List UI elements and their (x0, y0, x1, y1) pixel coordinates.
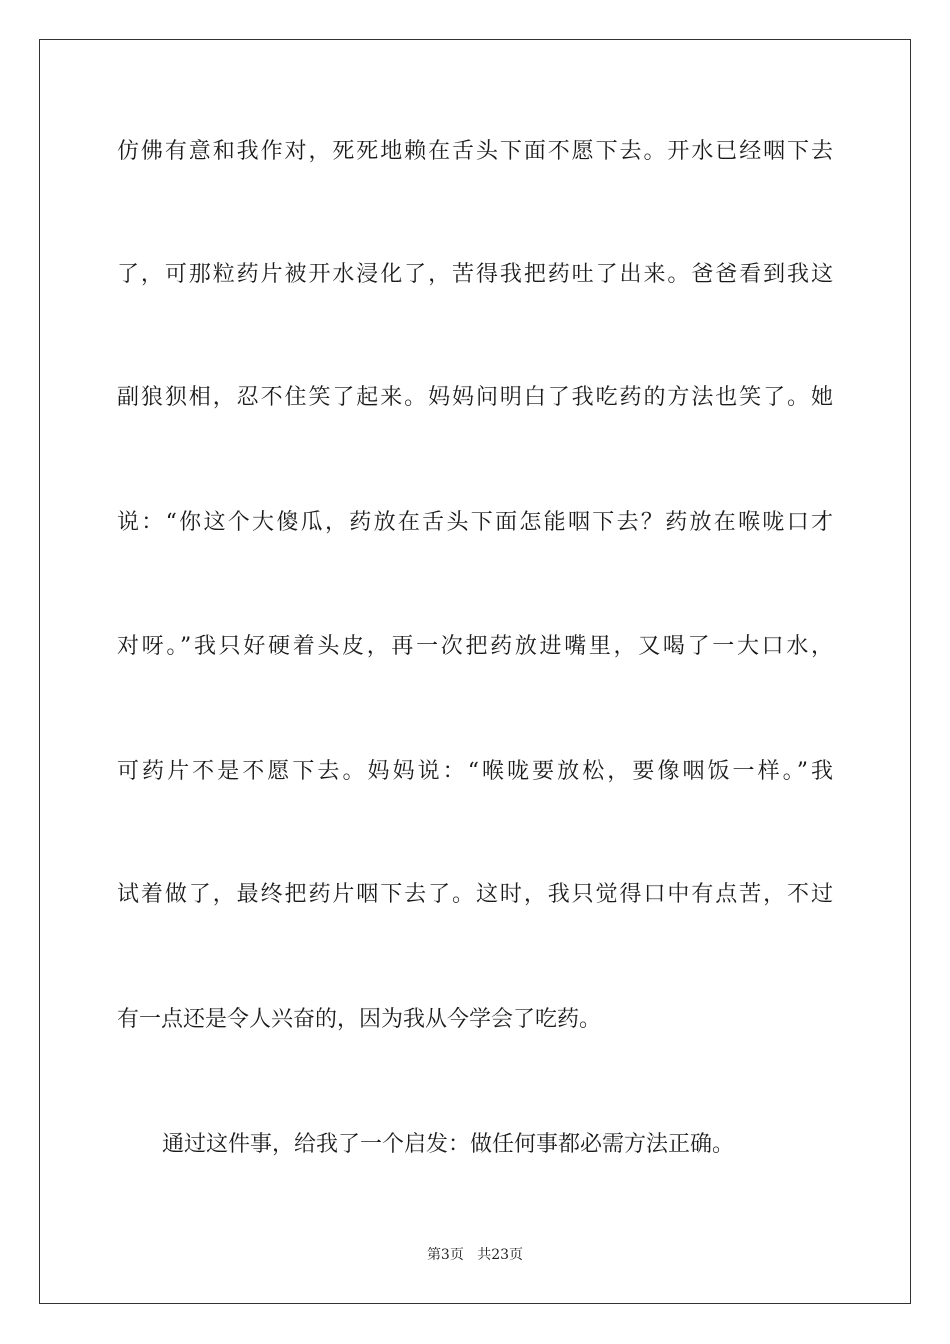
page-border (39, 39, 911, 1304)
body-text-line: 对呀。”我只好硬着头皮，再一次把药放进嘴里，又喝了一大口水， (117, 634, 833, 659)
body-text-line: 试着做了，最终把药片咽下去了。这时，我只觉得口中有点苦，不过 (117, 882, 833, 907)
body-text-line: 有一点还是令人兴奋的，因为我从今学会了吃药。 (117, 1007, 602, 1032)
body-text-line: 仿佛有意和我作对，死死地赖在舌头下面不愿下去。开水已经咽下去 (117, 139, 833, 164)
body-text-line: 说：“你这个大傻瓜，药放在舌头下面怎能咽下去？药放在喉咙口才 (117, 510, 833, 535)
body-text-line: 了，可那粒药片被开水浸化了，苦得我把药吐了出来。爸爸看到我这 (117, 262, 833, 287)
page-footer (0, 1245, 950, 1265)
body-text-line: 可药片不是不愿下去。妈妈说：“喉咙要放松，要像咽饭一样。”我 (117, 759, 833, 784)
page-total: 共23页 (477, 1247, 524, 1263)
closing-paragraph: 通过这件事，给我了一个启发：做任何事都必需方法正确。 (162, 1132, 735, 1157)
body-text-line: 副狼狈相，忍不住笑了起来。妈妈问明白了我吃药的方法也笑了。她 (117, 385, 833, 410)
page-number: 第3页 (426, 1247, 464, 1263)
